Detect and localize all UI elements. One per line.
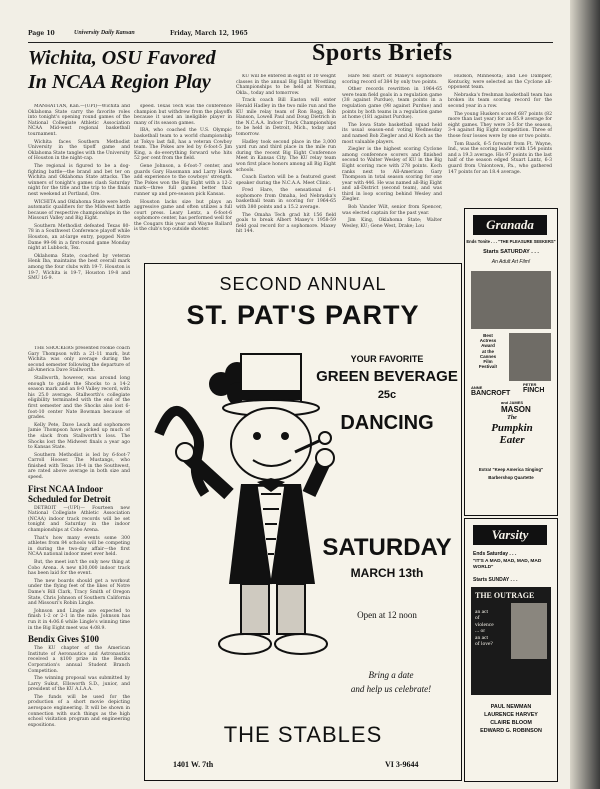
sports-briefs-title: Sports Briefs (312, 40, 453, 66)
story-paragraph: The regional is figured to be a dog-fighting battle—the brand and bet ter on Wichita and Oklahoma State attacks. The winners of tonight's games clash Saturday night for the title and the trip to the finals next weekend at Portland, Ore. (28, 163, 130, 197)
award-text (471, 333, 505, 369)
story-paragraph: The KU chapter of the American Institute of Aeronautics and Astronautics received a $100 prize in the Bendix Corporation's annual Student Branch Competition. (28, 646, 130, 674)
granada-film-title (479, 415, 545, 446)
granada-photo-2 (509, 333, 551, 381)
bendix-headline: Bendix Gives $100 (28, 634, 100, 645)
story-paragraph: IBA, who coached the U.S. Olympic basketball team to a world championship at Tokyo last fall, has a veteran Cowboy team. The Pokes are led by 6-foot-5 Jim King, a do-everything forward who hits 52 per cent from the field. (134, 128, 232, 162)
story-paragraph: Wichita faces Southern Methodist University in the tipoff game and Oklahoma State tangles with the University of Houston in the night-cap. (28, 139, 130, 162)
star-first: ANNE (471, 385, 483, 390)
story-paragraph: Gene Johnson, a 6-foot-7 center, and guards Gary Hassmann and Larry Hawk add experience to the cowboys' strength. The Pokes won the Big Eight with a 12-2 mark—three full games better than runner up and pre-season pick Kansas. (134, 163, 232, 197)
party-date: MARCH 13th (350, 566, 424, 580)
story-paragraph: Hare fell short of Maxey's sophomore scoring record of 384 by only two points. (342, 74, 442, 85)
page-number: Page 10 (28, 30, 55, 37)
wichita-story-col1-lower (28, 346, 130, 766)
party-line2: ST. PAT'S PARTY (186, 300, 420, 330)
story-paragraph: That's how many events some 300 athletes from 84 schools will be competing in during the two-day affair—the first NCAA national indoor meet ever held. (28, 535, 130, 558)
party-line1: SECOND ANNUAL (219, 274, 387, 294)
film-title-line: Eater (499, 434, 525, 446)
award-line: Best (483, 333, 493, 338)
granada-logo: Granada (473, 215, 547, 235)
story-paragraph: Houston lacks size but plays an aggressive game and often utilizes a full court press. Leary Lentz, a 6-foot-6 sophomore center, has performed well for the Cougars this year and Wayne Ballard is the club's top outside shooter. (134, 199, 232, 233)
award-line: Film (483, 359, 493, 365)
quote-line: of (475, 615, 480, 622)
party-dancing: DANCING (340, 412, 434, 434)
story-paragraph: Track coach Bill Easton will enter Herald Hadley in the two mile run and the KU mile relay team of Ron Rogg, Bob Hanson, Lowell Paul and Doug Dietrich in the N.C.A.A. Indoor Track Championships to be held in Detroit, Mich., today and tomorrow. (236, 98, 336, 137)
issue-date: Friday, March 12, 1965 (170, 30, 248, 37)
cast-name: PAUL NEWMAN (490, 704, 532, 710)
story-paragraph: Fred Hare, the sensational 6-1 sophomore from Omaha, led Nebraska's basketball team in scoring for 1964-65 with 380 points and a 15.2 average. (236, 188, 336, 211)
story-paragraph: Stallworth, however, was around long enough to guide the Shocks to a 14-2 season mark and an 8-0 Valley record, with his 25.0 average. Stallworth's collegiate eligibility terminated with the end of the first semester and the Shocks also lost 6-foot-10 center Nate Bowman because of grades. (28, 375, 130, 421)
party-address: 1401 W. 7th (173, 760, 214, 769)
quote-line: an act (475, 609, 488, 615)
varsity-quote (475, 609, 511, 647)
story-paragraph: KU will be entered in eight of 10 weight classes in the annual Big Eight Wrestling Championships to be held at Norman, Okla., today and tomorrow. (236, 74, 336, 96)
story-paragraph: Johnson and Lingle are expected to finish 1-2 or 2-1 in the mile. Johnson has run it in 4:06.6 while Lingle's winning time in the Big Eight meet was 4:08.9. (28, 608, 130, 631)
award-line: Award (481, 343, 495, 349)
story-paragraph: Coach Easton will be a featured guest speaker during the N.C.A.A. Meet Clinic. (236, 175, 336, 186)
quote-line: violence (475, 621, 494, 628)
varsity-ends: Ends Saturday . . . (473, 551, 517, 557)
story-paragraph: Hudson, Minnesota; and Leo Dampier, Kentucky, were selected as the Cyclone all-opponent team. (448, 74, 552, 91)
party-line3: YOUR FAVORITE (350, 354, 424, 364)
sports-briefs-col2 (342, 74, 442, 262)
star-first: and JAMES (501, 400, 524, 405)
leprechaun-illustration (145, 344, 335, 674)
sports-briefs-col1 (236, 74, 336, 262)
story-paragraph: The Iowa State basketball squad held its usual season-end voting Wednesday and named Bob Ziegler and Al Koch as the most valuable players. (342, 122, 442, 145)
story-paragraph: Jim King, Oklahoma State; Walter Wesley, KU; Gene West, Drake; Lou (342, 218, 442, 229)
star-last: FINCH (523, 387, 545, 394)
granada-starts: Starts SATURDAY . . . (483, 249, 539, 255)
film-title-line: Pumpkin (491, 422, 533, 434)
party-bring1: Bring a date (368, 670, 414, 680)
party-venue: THE STABLES (223, 722, 383, 747)
party-line4: GREEN BEVERAGE (316, 368, 458, 385)
star-first: PETER (523, 382, 537, 387)
cast-name: EDWARD G. ROBINSON (480, 728, 542, 734)
party-phone: VI 3-9644 (385, 760, 419, 769)
story-paragraph: THE SHOCKERS presented rookie coach Gary Thompson with a 21-11 mark, but Wichita was only average during the second semester following the departure of all-America Dave Stallworth. (28, 346, 130, 374)
story-paragraph: Kelly Pete, Dave Leach and sophomore Jamie Thompson have picked up much of the slack from Stallworth's loss. The Shocks lost the Midwest finals a year ago to Kansas State. (28, 422, 130, 451)
story-paragraph: Southern Methodist defeated Texas 80-78 in a Southwest Conference playoff while Houston, an at-large entry, popped Notre Dame 99-98 in a first-round game Monday night at Lubbock, Tex. (28, 223, 130, 252)
story-paragraph: MANHATTAN, Kan.—(UPI)—Wichita and Oklahoma State carry the favorite roles into tonight's opening round games of the National Collegiate Athletic Association NCAA Mid-west regional basketball tournament. (28, 104, 130, 137)
award-line: Festival! (478, 364, 498, 370)
varsity-cast (471, 703, 551, 735)
sports-briefs-col3 (448, 74, 552, 204)
cast-name: LAURENCE HARVEY (484, 712, 538, 718)
granada-extra: Extra! "Keep America Singing" (478, 467, 544, 472)
quote-line: an act (475, 634, 488, 641)
varsity-theatre-ad (464, 518, 558, 782)
story-paragraph: The funds will be used for the production of a short movie depicting aerospace engineering. It will be shown in connection with such things as the high school visitation program and engineering expositions. (28, 694, 130, 728)
party-day: SATURDAY (322, 534, 452, 561)
varsity-starts: Starts SUNDAY . . . (473, 577, 518, 583)
varsity-ends-film: "IT'S A MAD, MAD, MAD, MAD WORLD" (473, 559, 542, 570)
varsity-logo: Varsity (473, 525, 547, 545)
award-line: Actress (479, 338, 497, 344)
varsity-film-title: THE OUTRAGE (475, 591, 535, 600)
story-paragraph: The young Huskers scored 687 points (82 more than last year) for an 85.9 average for eight games. They were 3-5 for the season, 3-4 against Big Eight competition. Three of those four losses were by one or two points. (448, 111, 552, 139)
party-price: 25c (377, 389, 397, 401)
star-last: BANCROFT (471, 390, 511, 397)
varsity-photo (511, 603, 547, 659)
varsity-poster (471, 587, 551, 695)
page-edge (570, 0, 600, 789)
story-paragraph: Other records rewritten in 1964-65 were team field goals in a regulation game (38 against Purdue), team points in a regulation game (98 against Purdue) and points by both teams in a regulation game at home (181 against Purdue). (342, 87, 442, 121)
story-paragraph: Tom Baack, 6-5 forward from Ft. Wayne, Ind., was the scoring leader with 154 points and a 19.3 average. His 97 points in the last half of the season edged Stuart Lantz, 6-3 guard from Uniontown, Pa., who gathered 147 points for an 18.4 average. (448, 141, 552, 175)
granada-photo (471, 271, 551, 329)
story-paragraph: Hadley took second place in the 3,000 yard run and third place in the mile run during the recent Big Eight Conference Meet in Kansas City. The KU relay team won first place honors among all Big Eight schools. (236, 139, 336, 173)
story-paragraph: Southern Methodist is led by 6-foot-7 Carroll Hooser. The Mustangs, who finished with Texas 10-4 in the Southwest, are rated above average in both size and speed. (28, 452, 130, 481)
story-paragraph: Oklahoma State, coached by veteran Henk Iba, maintains the best overall mark among the four clubs with 19-7. Houston is 19-7, Wichita is 19-7, Houston 19-8 and SMU 16-9. (28, 253, 130, 282)
story-paragraph: The winning proposal was submitted by Larry Sukut, Ellsworth S.D., junior, and president of the KU A.I.A.A. (28, 676, 130, 693)
story-paragraph: The Omaha Tech grad hit 156 field goals to break Albert Maxey's 1958-59 field goal record for a sophomore. Maxey hit 144. (236, 212, 336, 235)
wichita-story-col1 (28, 104, 130, 344)
award-line: Cannes (479, 353, 497, 359)
granada-theatre-ad (464, 208, 558, 516)
granada-tag: An Adult Art Film! (491, 259, 531, 265)
story-paragraph: But, the meet isn't the only new thing at Cobo Arena. A new $30,000 indoor track has been laid for the event. (28, 560, 130, 577)
quote-line: of love? (475, 641, 493, 648)
story-paragraph: Ziegler is the highest scoring Cyclone among conference scorers and finished second to Walter Wesley of KU in the Big Eight scoring race with 278 points. Koch ranks next to All-American Gary Thompson in total season scoring for one year with 446. He was named all-Big Eight and all-District (second team), and was third in loop scoring behind Wesley and Ziegler. (342, 147, 442, 203)
story-paragraph: Bob Vander Wilt, senior from Spencer, was elected captain for the past year. (342, 205, 442, 216)
granada-extra2: Barbershop Quartette (488, 475, 534, 480)
film-title-line: The (507, 415, 517, 421)
party-bring2: and help us celebrate! (350, 684, 432, 694)
party-open: Open at 12 noon (357, 610, 417, 620)
story-paragraph: DETROIT —(UPI)— Fourteen new National Collegiate Athletic Association (NCAA) indoor track records will be set tonight and Saturday in the indoor championships at Cobo Arena. (28, 505, 130, 534)
cast-name: CLAIRE BLOOM (490, 720, 532, 726)
ncaa-indoor-headline: First NCAA Indoor Scheduled for Detroit (28, 483, 111, 504)
story-paragraph: The new boards should get a workout under the flying feet of the likes of Notre Dame's Bill Clark, Tracy Smith of Oregon State, Chris Johnson of Southern California and Missouri's Robin Lingle. (28, 578, 130, 607)
wichita-story-col2 (134, 104, 232, 264)
star-last: MASON (501, 405, 531, 414)
st-pats-party-ad (144, 263, 462, 781)
quote-line: ... or (475, 628, 486, 635)
wichita-headline: Wichita, OSU Favored In NCAA Region Play (28, 47, 216, 93)
granada-ends: Ends Tonite . . . "THE PLEASURE SEEKERS" (466, 239, 556, 244)
award-line: at the (481, 348, 494, 354)
story-paragraph: Nebraska's freshman basketball team has broken its team scoring record for the second year in a row. (448, 92, 552, 109)
paper-name: University Daily Kansan (74, 30, 135, 36)
story-paragraph: speed. Texas Tech was the conference champion but withdrew from the playoffs because it used an ineligible player in many of its season games. (134, 104, 232, 126)
story-paragraph: WICHITA and Oklahoma State were both automatic qualifiers for the Midwest battle because of respective championships in the Missouri Valley and Big Eight. (28, 199, 130, 222)
